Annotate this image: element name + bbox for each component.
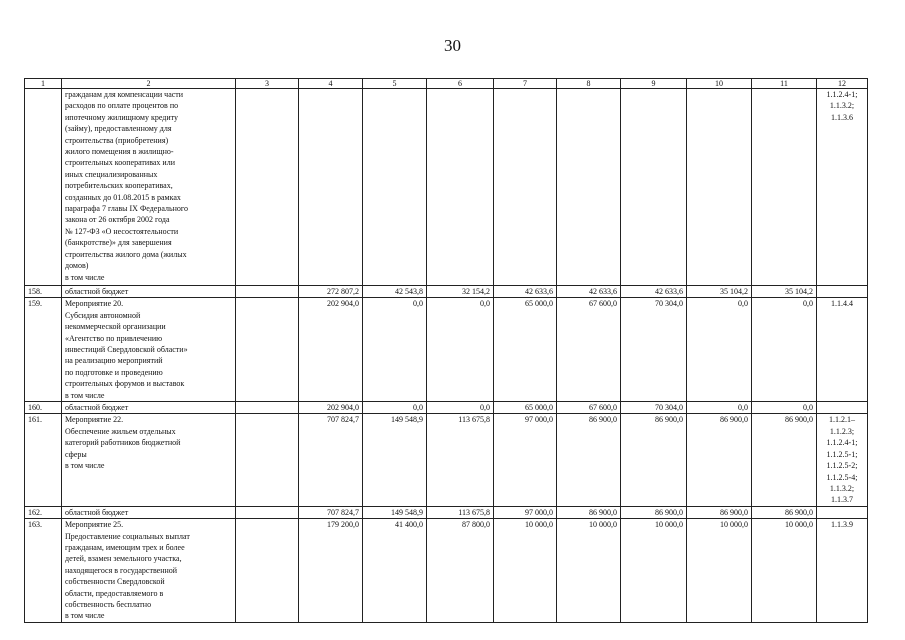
value-cell: 179 200,0 xyxy=(299,519,363,623)
value-cell: 42 633,6 xyxy=(621,286,687,298)
value-cell: 97 000,0 xyxy=(494,506,557,518)
value-cell xyxy=(299,89,363,286)
value-cell: 10 000,0 xyxy=(752,519,817,623)
column-header: 9 xyxy=(621,79,687,89)
column-header: 8 xyxy=(557,79,621,89)
value-cell: 202 904,0 xyxy=(299,402,363,414)
column-header: 7 xyxy=(494,79,557,89)
value-cell xyxy=(236,506,299,518)
value-cell: 42 633,6 xyxy=(494,286,557,298)
value-cell: 707 824,7 xyxy=(299,506,363,518)
value-cell: 35 104,2 xyxy=(752,286,817,298)
row-index xyxy=(25,89,62,286)
header-row xyxy=(25,79,868,89)
value-cell: 113 675,8 xyxy=(427,414,494,506)
value-cell xyxy=(236,414,299,506)
value-cell: 707 824,7 xyxy=(299,414,363,506)
value-cell: 0,0 xyxy=(427,298,494,402)
value-cell: 86 900,0 xyxy=(621,414,687,506)
value-cell: 86 900,0 xyxy=(557,506,621,518)
value-cell: 32 154,2 xyxy=(427,286,494,298)
table-row xyxy=(25,506,868,518)
table-row xyxy=(25,286,868,298)
value-cell xyxy=(494,89,557,286)
column-header: 1 xyxy=(25,79,62,89)
value-cell: 10 000,0 xyxy=(687,519,752,623)
value-cell: 10 000,0 xyxy=(557,519,621,623)
value-cell xyxy=(236,286,299,298)
value-cell: 42 633,6 xyxy=(557,286,621,298)
value-cell: 202 904,0 xyxy=(299,298,363,402)
value-cell: 113 675,8 xyxy=(427,506,494,518)
row-description: областной бюджет xyxy=(62,506,236,518)
value-cell: 86 900,0 xyxy=(557,414,621,506)
row-index: 162. xyxy=(25,506,62,518)
value-cell: 0,0 xyxy=(687,402,752,414)
value-cell: 65 000,0 xyxy=(494,402,557,414)
column-header: 11 xyxy=(752,79,817,89)
target-codes: 1.1.3.9 xyxy=(817,519,868,623)
value-cell: 87 800,0 xyxy=(427,519,494,623)
row-description: Мероприятие 20. Субсидия автономной некоммерческой организации «Агентство по привлечению инвестиций Свердловской области» на реализацию мероприятий по подготовке и проведению строительных форумов и выставок в том числе xyxy=(62,298,236,402)
value-cell: 97 000,0 xyxy=(494,414,557,506)
value-cell xyxy=(427,89,494,286)
value-cell: 41 400,0 xyxy=(363,519,427,623)
target-codes: 1.1.2.1– 1.1.2.3; 1.1.2.4-1; 1.1.2.5-1; 1.1.2.5-2; 1.1.2.5-4; 1.1.3.2; 1.1.3.7 xyxy=(817,414,868,506)
value-cell: 67 600,0 xyxy=(557,402,621,414)
value-cell: 0,0 xyxy=(363,402,427,414)
target-codes xyxy=(817,286,868,298)
value-cell: 86 900,0 xyxy=(687,506,752,518)
row-description: Мероприятие 22. Обеспечение жильем отдельных категорий работников бюджетной сферы в том числе xyxy=(62,414,236,506)
target-codes: 1.1.2.4-1; 1.1.3.2; 1.1.3.6 xyxy=(817,89,868,286)
table-row xyxy=(25,402,868,414)
value-cell: 86 900,0 xyxy=(752,414,817,506)
value-cell xyxy=(621,89,687,286)
program-table xyxy=(24,78,868,623)
target-codes xyxy=(817,506,868,518)
value-cell xyxy=(363,89,427,286)
column-header: 6 xyxy=(427,79,494,89)
table-row xyxy=(25,298,868,402)
value-cell xyxy=(236,519,299,623)
value-cell: 149 548,9 xyxy=(363,414,427,506)
row-index: 161. xyxy=(25,414,62,506)
row-index: 160. xyxy=(25,402,62,414)
value-cell: 67 600,0 xyxy=(557,298,621,402)
column-header: 4 xyxy=(299,79,363,89)
value-cell: 0,0 xyxy=(752,298,817,402)
value-cell: 42 543,8 xyxy=(363,286,427,298)
row-description: Мероприятие 25. Предоставление социальных выплат гражданам, имеющим трех и более детей, взамен земельного участка, находящегося в государственной собственности Свердловской области, предоставляемого в собственность бесплатно в том числе xyxy=(62,519,236,623)
value-cell: 70 304,0 xyxy=(621,298,687,402)
column-header: 2 xyxy=(62,79,236,89)
table-row xyxy=(25,519,868,623)
value-cell: 86 900,0 xyxy=(621,506,687,518)
value-cell xyxy=(687,89,752,286)
row-description: областной бюджет xyxy=(62,402,236,414)
value-cell xyxy=(236,298,299,402)
value-cell: 272 807,2 xyxy=(299,286,363,298)
value-cell: 10 000,0 xyxy=(621,519,687,623)
column-header: 10 xyxy=(687,79,752,89)
value-cell: 0,0 xyxy=(687,298,752,402)
value-cell: 149 548,9 xyxy=(363,506,427,518)
value-cell: 0,0 xyxy=(427,402,494,414)
value-cell xyxy=(752,89,817,286)
value-cell: 0,0 xyxy=(363,298,427,402)
target-codes xyxy=(817,402,868,414)
row-index: 163. xyxy=(25,519,62,623)
value-cell: 65 000,0 xyxy=(494,298,557,402)
table-row xyxy=(25,414,868,506)
column-header: 3 xyxy=(236,79,299,89)
page-number: 30 xyxy=(444,36,461,55)
value-cell: 35 104,2 xyxy=(687,286,752,298)
target-codes: 1.1.4.4 xyxy=(817,298,868,402)
value-cell xyxy=(236,89,299,286)
value-cell xyxy=(236,402,299,414)
row-index: 158. xyxy=(25,286,62,298)
column-header: 12 xyxy=(817,79,868,89)
value-cell: 86 900,0 xyxy=(752,506,817,518)
row-description: областной бюджет xyxy=(62,286,236,298)
value-cell: 0,0 xyxy=(752,402,817,414)
value-cell: 10 000,0 xyxy=(494,519,557,623)
row-index: 159. xyxy=(25,298,62,402)
table-row xyxy=(25,89,868,286)
row-description: гражданам для компенсации части расходов по оплате процентов по ипотечному жилищному кредиту (займу), предоставленному для строительства (приобретения) жилого помещения в жилищно- строительных кооперативах или иных специализированных потребительских кооперативах, созданных до 01.08.2015 в рамках параграфа 7 главы IX Федерального закона от 26 октября 2002 года № 127-ФЗ «О несостоятельности (банкротстве)» для завершения строительства жилого дома (жилых домов) в том числе xyxy=(62,89,236,286)
value-cell: 86 900,0 xyxy=(687,414,752,506)
value-cell xyxy=(557,89,621,286)
value-cell: 70 304,0 xyxy=(621,402,687,414)
column-header: 5 xyxy=(363,79,427,89)
